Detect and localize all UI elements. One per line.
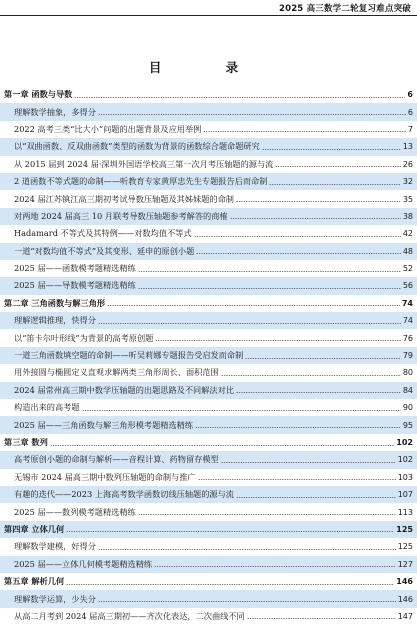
toc-entry bbox=[14, 399, 413, 416]
entry-title: 高考原创小题的命制与解析——音程计算、药物留存模型 bbox=[14, 454, 219, 465]
dot-leader bbox=[82, 410, 401, 411]
page-number: 80 bbox=[402, 368, 413, 378]
page-number: 125 bbox=[397, 542, 413, 552]
dot-leader bbox=[138, 288, 401, 289]
entry-title: 理解逻辑推理，快得分 bbox=[14, 315, 96, 326]
dot-leader bbox=[74, 97, 405, 98]
entry-title: 有趣的迭代——2023 上海高考数学函数切线压轴题的源与流 bbox=[14, 489, 234, 500]
entry-title: 2022 高考三类“比大小”问题的出题背景及应用举例 bbox=[14, 123, 202, 134]
page-number: 125 bbox=[396, 524, 413, 534]
chapter-title: 第二章 三角函数与解三角形 bbox=[4, 297, 106, 308]
entry-title: 无锡市 2024 届高三期中数列压轴题的命制与推广 bbox=[14, 471, 196, 482]
entry-title: 2024 届常州高三期中数学压轴题的出题思路及不同解法对比 bbox=[14, 384, 234, 395]
page-number: 7 bbox=[407, 124, 413, 134]
entry-title: 从 2015 届到 2024 届·深圳外国语学校高三第一次月考压轴题的源与流 bbox=[14, 158, 274, 169]
page-number: 84 bbox=[402, 385, 413, 395]
dot-leader bbox=[236, 201, 401, 202]
dot-leader bbox=[66, 531, 394, 532]
dot-leader bbox=[236, 497, 396, 498]
dot-leader bbox=[195, 427, 401, 428]
dot-leader bbox=[269, 184, 400, 185]
dot-leader bbox=[245, 358, 401, 359]
toc-entry-row[interactable] bbox=[0, 451, 417, 468]
page-number: 6 bbox=[407, 90, 413, 100]
toc-entry bbox=[14, 608, 413, 625]
toc-title: 目 录 bbox=[148, 60, 269, 75]
entry-title: 从高二月考到 2024 届高三期初——齐次化表达，二次曲线不同 bbox=[14, 610, 245, 621]
toc-entry-row[interactable] bbox=[0, 329, 417, 346]
dot-leader bbox=[203, 131, 406, 132]
dot-leader bbox=[221, 462, 396, 463]
toc-entry bbox=[14, 503, 413, 520]
toc-entry bbox=[14, 103, 413, 120]
toc-entry bbox=[14, 225, 413, 242]
chapter-title: 第四章 立体几何 bbox=[4, 523, 65, 534]
page-number: 56 bbox=[402, 281, 413, 291]
entry-title: 以“双曲函数、反双曲函数”类型的函数为背景的函数综合题命题研究 bbox=[14, 141, 260, 152]
toc-chapter-row[interactable] bbox=[0, 521, 417, 538]
page-number: 13 bbox=[402, 142, 413, 152]
toc-entry-row[interactable] bbox=[0, 277, 417, 294]
toc-entry-row[interactable] bbox=[0, 347, 417, 364]
dot-leader bbox=[154, 566, 396, 567]
dot-leader bbox=[236, 392, 401, 393]
page-number: 95 bbox=[402, 420, 413, 430]
toc-chapter-row[interactable] bbox=[0, 86, 417, 103]
chapter-title: 第三章 数列 bbox=[4, 437, 48, 447]
page-number: 35 bbox=[402, 194, 413, 204]
page-number: 74 bbox=[402, 316, 413, 326]
toc-entry bbox=[14, 277, 413, 294]
page-number: 90 bbox=[402, 403, 413, 413]
entry-title: 一道三角函数填空题的命制——听吴莉娜专题报告受启发而命制 bbox=[14, 350, 244, 361]
dot-leader bbox=[138, 271, 401, 272]
toc-entry bbox=[14, 173, 413, 190]
toc-entry bbox=[4, 434, 413, 451]
entry-title: 对两地 2024 届高三 10 月联考导数压轴题参考解答的商榷 bbox=[14, 210, 228, 221]
toc-entry bbox=[14, 208, 413, 225]
toc-entry bbox=[14, 416, 413, 433]
toc-chapter-row[interactable] bbox=[0, 434, 417, 451]
chapter-title: 第一章 函数与导数 bbox=[4, 89, 73, 100]
toc-entry-row[interactable] bbox=[0, 556, 417, 573]
toc-entry bbox=[4, 86, 413, 103]
entry-title: 理解数学运算，少失分 bbox=[14, 593, 96, 604]
page-number: 146 bbox=[396, 577, 413, 587]
toc-entry-row[interactable] bbox=[0, 382, 417, 399]
page-number: 38 bbox=[402, 211, 413, 221]
toc-entry-row[interactable] bbox=[0, 503, 417, 520]
toc-entry bbox=[14, 347, 413, 364]
toc-entry bbox=[14, 382, 413, 399]
dot-leader bbox=[230, 218, 401, 219]
toc-entry bbox=[4, 521, 413, 538]
dot-leader bbox=[194, 236, 401, 237]
toc-entry-row[interactable] bbox=[0, 225, 417, 242]
page-number: 32 bbox=[402, 177, 413, 187]
running-header bbox=[0, 0, 417, 16]
dot-leader bbox=[98, 114, 406, 115]
dot-leader bbox=[198, 479, 396, 480]
page-number: 74 bbox=[401, 298, 413, 308]
toc-entry-row[interactable] bbox=[0, 190, 417, 207]
toc-entry bbox=[14, 590, 413, 607]
page-number: 102 bbox=[397, 455, 413, 465]
page-number: 48 bbox=[402, 246, 413, 256]
toc-entry-row[interactable] bbox=[0, 538, 417, 555]
toc-entry-row[interactable] bbox=[0, 416, 417, 433]
entry-title: 2025 届——数列模考题精选精练 bbox=[14, 506, 136, 517]
dot-leader bbox=[275, 166, 400, 167]
chapter-title: 第五章 解析几何 bbox=[4, 576, 65, 587]
page-number: 127 bbox=[397, 559, 413, 569]
dot-leader bbox=[98, 549, 396, 550]
page-number: 6 bbox=[407, 107, 413, 117]
toc-entry bbox=[14, 260, 413, 277]
page-number: 76 bbox=[402, 333, 413, 343]
dot-leader bbox=[66, 584, 394, 585]
toc-entry-row[interactable] bbox=[0, 173, 417, 190]
toc-entry bbox=[14, 486, 413, 503]
dot-leader bbox=[262, 149, 401, 150]
toc-entry-row[interactable] bbox=[0, 138, 417, 155]
toc-entry bbox=[14, 364, 413, 381]
dot-leader bbox=[247, 618, 396, 619]
page-number: 107 bbox=[397, 490, 413, 500]
entry-title: 2025 届——立体几何模考题精选精练 bbox=[14, 558, 153, 569]
toc-entry bbox=[4, 295, 413, 312]
dot-leader bbox=[221, 375, 401, 376]
entry-title: 构造出来的高考题 bbox=[14, 402, 80, 413]
dot-leader bbox=[107, 305, 400, 306]
toc-entry bbox=[14, 190, 413, 207]
toc-entry-row[interactable] bbox=[0, 312, 417, 329]
toc-entry-row[interactable] bbox=[0, 608, 417, 625]
toc-entry bbox=[14, 469, 413, 486]
entry-title: 2 道函数不等式题的命制——听教育专家黄厚忠先生专题报告后而命制 bbox=[14, 176, 268, 187]
page-number: 42 bbox=[402, 229, 413, 239]
entry-title: 2025 届——三角函数与解三角形模考题精选精练 bbox=[14, 419, 194, 430]
toc-entry-row[interactable] bbox=[0, 208, 417, 225]
page-number: 146 bbox=[397, 594, 413, 604]
entry-title: 2025 届——导数模考题精选精练 bbox=[14, 280, 136, 291]
dot-leader bbox=[50, 445, 395, 446]
toc-entry bbox=[14, 243, 413, 260]
toc-chapter-row[interactable] bbox=[0, 573, 417, 590]
entry-title: Hadamard 不等式及其特例——对数均值不等式 bbox=[14, 228, 192, 239]
toc-entry-row[interactable] bbox=[0, 590, 417, 607]
toc-entry bbox=[14, 329, 413, 346]
entry-title: 2025 届——函数模考题精选精练 bbox=[14, 263, 136, 274]
toc-entry bbox=[14, 556, 413, 573]
page-number: 147 bbox=[397, 611, 413, 621]
toc-list bbox=[0, 86, 417, 625]
page-number: 113 bbox=[397, 507, 413, 517]
toc-entry-row[interactable] bbox=[0, 469, 417, 486]
entry-title: 一道“对数均值不等式”及其变形、延申的原创小题 bbox=[14, 245, 195, 256]
dot-leader bbox=[98, 323, 401, 324]
dot-leader bbox=[196, 253, 401, 254]
toc-entry bbox=[14, 538, 413, 555]
toc-chapter-row[interactable] bbox=[0, 295, 417, 312]
dot-leader bbox=[98, 601, 396, 602]
entry-title: 理解数学抽象，多得分 bbox=[14, 106, 96, 117]
toc-entry bbox=[14, 138, 413, 155]
entry-title: 以“笛卡尔叶形线”为背景的高考原创题 bbox=[14, 332, 154, 343]
page-number: 52 bbox=[402, 264, 413, 274]
page-number: 103 bbox=[397, 472, 413, 482]
toc-entry-row[interactable] bbox=[0, 243, 417, 260]
entry-title: 理解数学建模，好得分 bbox=[14, 541, 96, 552]
toc-entry bbox=[14, 156, 413, 173]
toc-entry bbox=[14, 121, 413, 138]
toc-entry-row[interactable] bbox=[0, 156, 417, 173]
page-number: 102 bbox=[396, 438, 413, 447]
entry-title: 用外接圆与椭圆定义直观求解两类三角形周长、面积范围 bbox=[14, 367, 219, 378]
page-number: 26 bbox=[402, 159, 413, 169]
header-title: 2025 高三数学二轮复习难点突破 bbox=[278, 4, 411, 14]
toc-entry bbox=[14, 451, 413, 468]
toc-entry-row[interactable] bbox=[0, 486, 417, 503]
page-number: 79 bbox=[402, 351, 413, 361]
dot-leader bbox=[155, 340, 400, 341]
toc-entry-row[interactable] bbox=[0, 364, 417, 381]
toc-entry-row[interactable] bbox=[0, 103, 417, 120]
toc-entry-row[interactable] bbox=[0, 260, 417, 277]
toc-entry bbox=[4, 573, 413, 590]
dot-leader bbox=[138, 514, 396, 515]
toc-entry-row[interactable] bbox=[0, 399, 417, 416]
toc-entry bbox=[14, 312, 413, 329]
toc-entry-row[interactable] bbox=[0, 121, 417, 138]
entry-title: 2024 届江苏镇江高三期初考试导数压轴题及其姊妹题的命制 bbox=[14, 193, 234, 204]
